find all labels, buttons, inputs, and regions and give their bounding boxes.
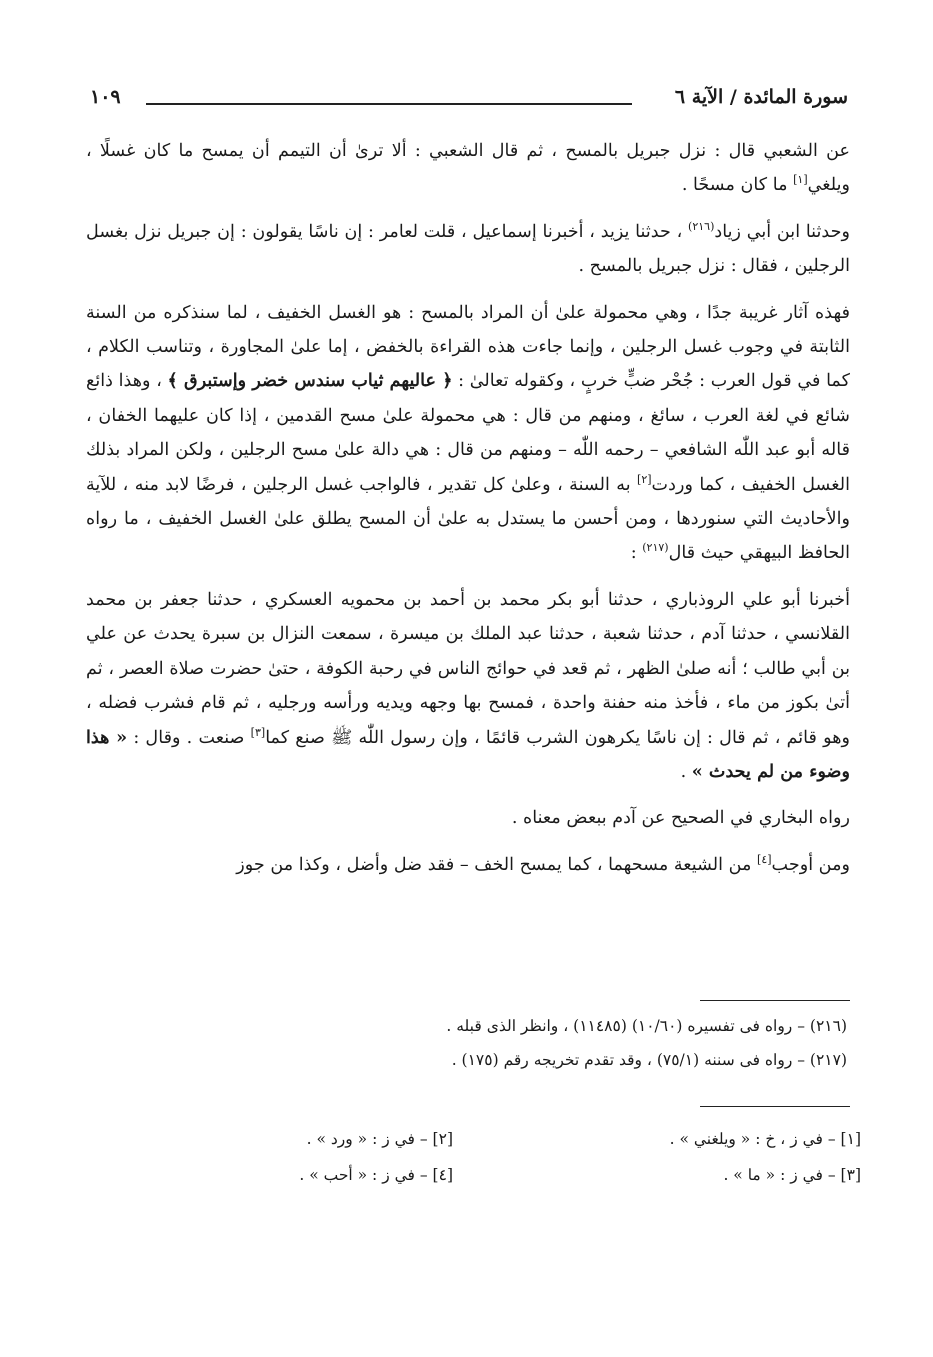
page-number: ١٠٩	[90, 86, 121, 108]
header-rule	[146, 103, 632, 105]
running-title: سورة المائدة / الآية ٦	[674, 86, 848, 108]
reference-marker: (٢١٧)	[642, 541, 669, 555]
emphasized-text: « هذا وضوء من لم يحدث »	[86, 726, 850, 782]
paragraph	[86, 801, 850, 835]
paragraph-text: فهذه آثار غريبة جدًا ، وهي محمولة علىٰ أن المراد بالمسح : هو الغسل الخفيف ، لما سنذكره من السنة الثابتة في وجوب غسل الرجلين ، وإنما جاءت هذه القراءة بالخفض ، إما علىٰ المجاورة ، وتناسب الكلام ، كما في قول العرب : جُحْر ضبٍّ خربٍ ، وكقوله تعالىٰ :	[86, 302, 850, 392]
paragraph-text: :	[630, 543, 643, 564]
paragraph-text: من الشيعة مسحهما ، كما يمسح الخف – فقد ضل وأضل ، وكذا من جوز	[236, 854, 758, 875]
body-text	[86, 134, 850, 894]
reference-marker: [٣]	[250, 725, 266, 739]
paragraph-text: صنعت . وقال :	[127, 727, 251, 748]
paragraph-text: ، حدثنا يزيد ، أخبرنا إسماعيل ، قلت لعامر : إن ناسًا يقولون : إن جبريل نزل بغسل الرجلين ، فقال : نزل جبريل بالمسح .	[86, 221, 850, 277]
paragraph-text: عن الشعبي قال : نزل جبريل بالمسح ، ثم قال الشعبي : ألا ترىٰ أن التيمم أن يمسح ما كان غسلًا ، ويلغي	[86, 141, 850, 196]
paragraph-text: أخبرنا أبو علي الروذباري ، حدثنا أبو بكر محمد بن أحمد بن محمويه العسكري ، حدثنا جعفر بن محمد القلانسي ، حدثنا آدم ، حدثنا شعبة ، حدثنا عبد الملك بن ميسرة ، سمعت النزال بن سبرة يحدث عن علي بن أبي طالب ؛ أنه صلىٰ الظهر ، ثم قعد في حوائج الناس في رحبة الكوفة ، حتىٰ حضرت صلاة العصر ، ثم أتىٰ بكوز من ماء ، فأخذ منه حفنة واحدة ، فمسح بها وجهه ويديه ورأسه ورجليه ، ثم قام فشرب فضله ، وهو قائم ، ثم قال : إن ناسًا يكرهون الشرب قائمًا ، وإن رسول اللّٰه ﷺ صنع كما	[86, 589, 851, 748]
annotation-1: [١] – في ز ، خ : « ويلغني » .	[669, 1130, 861, 1148]
annotation-separator	[700, 1106, 850, 1107]
paragraph	[86, 583, 850, 789]
emphasized-text: ﴿ عاليهم ثياب سندس خضر وإستبرق ﴾	[167, 370, 453, 392]
paragraph-text: رواه البخاري في الصحيح عن آدم ببعض معناه .	[511, 808, 850, 829]
footnote-216: (٢١٦) – رواه فى تفسيره (١٠/٦٠) (١١٤٨٥) ، وانظر الذى قبله .	[446, 1017, 847, 1035]
paragraph	[86, 134, 850, 203]
paragraph-text: ما كان مسحًا .	[681, 175, 794, 196]
annotation-3: [٣] – في ز : « ما » .	[723, 1166, 861, 1184]
reference-marker: [٢]	[637, 472, 652, 486]
paragraph	[86, 296, 850, 571]
paragraph-text: ومن أوجب	[771, 854, 850, 875]
footnote-separator	[700, 1000, 850, 1001]
page-header	[90, 86, 848, 120]
paragraph-text: به السنة ، وعلىٰ كل تقدير ، فالواجب غسل الرجلين ، فرضًا لابد منه ، للآية والأحاديث التي سنوردها ، ومن أحسن ما يستدل به علىٰ أن المسح يطلق علىٰ الغسل الخفيف ، ما رواه الحافظ البيهقي حيث قال	[86, 474, 850, 564]
footnote-217: (٢١٧) – رواه فى سننه (٧٥/١) ، وقد تقدم تخريجه رقم (١٧٥) .	[451, 1051, 847, 1069]
paragraph	[86, 848, 850, 882]
paragraph	[86, 215, 850, 284]
annotation-4: [٤] – في ز : « أحب » .	[299, 1166, 453, 1184]
paragraph-text: وحدثنا ابن أبي زياد	[714, 221, 850, 242]
annotation-2: [٢] – في ز : « ورد » .	[306, 1130, 453, 1148]
paragraph-text: .	[680, 761, 692, 782]
reference-marker: (٢١٦)	[688, 219, 715, 233]
paragraph-text: ، وهذا ذائع شائع في لغة العرب ، سائغ ، ومنهم من قال : هي محمولة علىٰ مسح القدمين ، إذا كان عليهما الخفان ، قاله أبو عبد اللّٰه الشافعي – رحمه اللّٰه – ومنهم من قال : هي دالة علىٰ مسح الرجلين ، ولكن المراد بذلك الغسل الخفيف ، كما وردت	[86, 371, 850, 495]
reference-marker: [١]	[793, 173, 808, 187]
reference-marker: [٤]	[757, 852, 772, 866]
